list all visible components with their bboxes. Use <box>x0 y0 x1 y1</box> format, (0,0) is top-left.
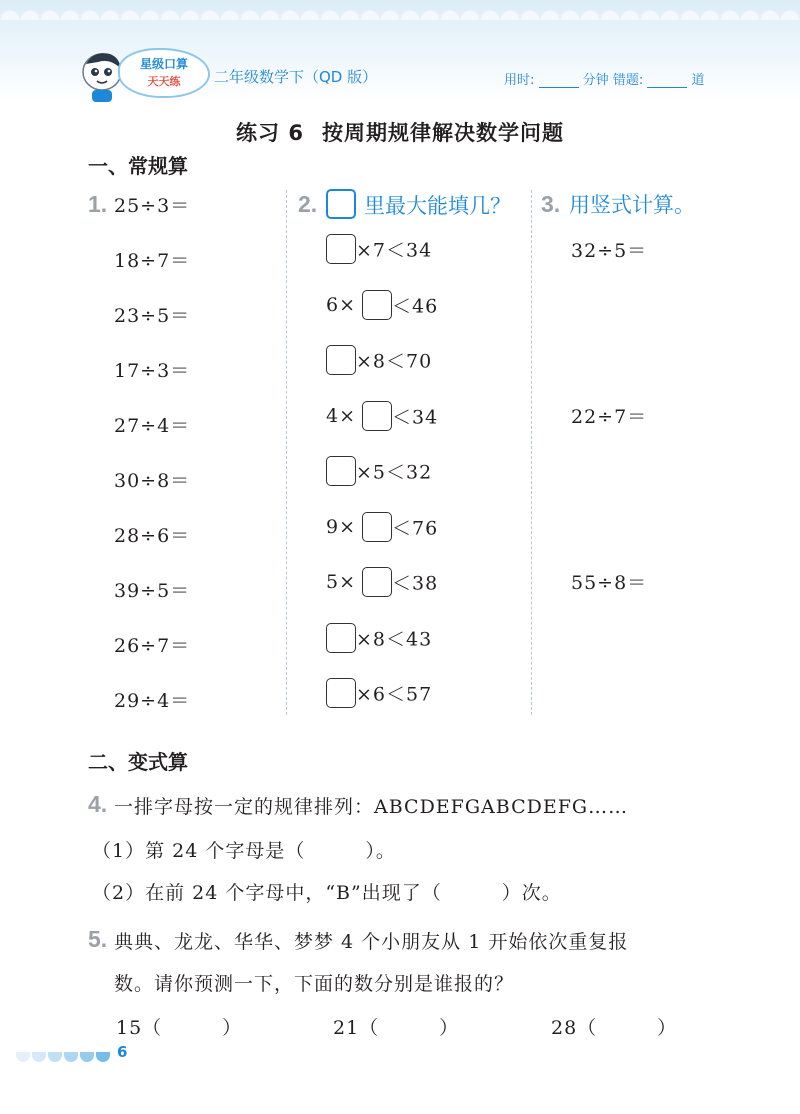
column-divider-1 <box>286 190 287 715</box>
q2-number: 2. <box>298 191 318 217</box>
footer-dots <box>16 1046 112 1062</box>
mascot-logo <box>80 48 210 104</box>
answer-box[interactable] <box>362 512 392 542</box>
q1-item: 28÷6＝ <box>114 525 191 547</box>
q2-item <box>326 512 438 542</box>
q1-item: 29÷4＝ <box>114 690 191 712</box>
q1-item: 18÷7＝ <box>114 250 191 272</box>
q1-item: 27÷4＝ <box>114 415 191 437</box>
q5-line2: 数。请你预测一下，下面的数分别是谁报的？ <box>114 973 515 995</box>
q2-item-suffix: ×7＜34 <box>356 239 433 262</box>
q2-item <box>326 678 432 708</box>
q3-item: 22÷7＝ <box>571 406 648 428</box>
minutes-label: 分钟 <box>582 73 609 88</box>
q2-item-suffix: ＜38 <box>392 572 439 595</box>
q4-number: 4. <box>88 791 108 817</box>
q5-answer-2: 21（ ） <box>333 1017 460 1039</box>
section2-heading: 二、变式算 <box>88 750 188 774</box>
errors-label: 错题: <box>612 73 644 88</box>
q2-title-box <box>326 189 356 219</box>
q2-item-suffix: ×8＜70 <box>356 350 433 373</box>
answer-box[interactable] <box>362 401 392 431</box>
q1-item: 17÷3＝ <box>114 360 191 382</box>
q2-item <box>326 401 438 431</box>
q1-item: 26÷7＝ <box>114 635 191 657</box>
q2-item-prefix: 6× <box>326 293 357 316</box>
q2-item <box>326 456 432 486</box>
q5-answer-1: 15（ ） <box>116 1017 243 1039</box>
footer-dot <box>16 1052 30 1062</box>
column-divider-2 <box>531 190 532 715</box>
q2-item-prefix: 4× <box>326 404 357 427</box>
q2-item <box>326 234 432 264</box>
logo-bubble <box>118 48 210 98</box>
q2-item-suffix: ＜76 <box>392 517 439 539</box>
logo-line2: 天天练 <box>147 75 181 88</box>
answer-box[interactable] <box>326 234 356 264</box>
q1-number: 1. <box>88 191 108 217</box>
footer-dot <box>64 1052 78 1062</box>
lesson-number: 练习 6 <box>236 121 304 145</box>
q2-item-suffix: ×8＜43 <box>356 628 433 650</box>
series-title: 二年级数学下（QD 版） <box>214 68 378 86</box>
answer-box[interactable] <box>362 567 392 597</box>
count-unit: 道 <box>691 73 705 88</box>
q2-item-prefix: 9× <box>326 515 357 538</box>
answer-box[interactable] <box>326 456 356 486</box>
footer-dot <box>96 1052 110 1062</box>
q2-item <box>326 345 432 375</box>
page-title <box>0 117 800 147</box>
lesson-topic: 按周期规律解决数学问题 <box>321 121 564 145</box>
q3-number: 3. <box>541 191 561 217</box>
q3-title: 用竖式计算。 <box>569 193 695 217</box>
timer-row <box>504 69 705 88</box>
q2-item-suffix: ×6＜57 <box>356 683 433 706</box>
q3-item: 32÷5＝ <box>571 240 648 262</box>
q2-title: 里最大能填几？ <box>364 194 511 218</box>
q1-item: 25÷3＝ <box>114 195 191 217</box>
footer-dot <box>32 1052 46 1062</box>
q1-item: 30÷8＝ <box>114 470 191 492</box>
q5-number: 5. <box>88 926 108 952</box>
footer-dot <box>80 1052 94 1062</box>
answer-box[interactable] <box>362 290 392 320</box>
q1-item: 23÷5＝ <box>114 305 191 327</box>
page-number: 6 <box>117 1043 128 1061</box>
answer-box[interactable] <box>326 623 356 653</box>
q4-sub1: （1）第 24 个字母是（ ）。 <box>92 840 396 862</box>
q2-item <box>326 623 432 653</box>
q1-item: 39÷5＝ <box>114 580 191 602</box>
q5-line1: 典典、龙龙、华华、梦梦 4 个小朋友从 1 开始依次重复报 <box>114 931 629 953</box>
q2-item <box>326 567 438 597</box>
errors-blank <box>647 75 687 88</box>
answer-box[interactable] <box>326 345 356 375</box>
q2-item-suffix: ＜34 <box>392 406 439 428</box>
q2-item <box>326 290 438 320</box>
answer-box[interactable] <box>326 678 356 708</box>
footer-dot <box>48 1052 62 1062</box>
header-scallop <box>0 0 800 20</box>
q4-sub2: （2）在前 24 个字母中，“B”出现了（ ）次。 <box>92 882 562 904</box>
logo-line1: 星级口算 <box>139 57 188 71</box>
q5-answer-3: 28（ ） <box>551 1017 678 1039</box>
q4-text: 一排字母按一定的规律排列：ABCDEFGABCDEFG…… <box>114 796 629 818</box>
q2-item-prefix: 5× <box>326 571 357 593</box>
time-label: 用时: <box>504 73 535 88</box>
section1-heading: 一、常规算 <box>88 154 188 178</box>
q3-item: 55÷8＝ <box>571 572 648 594</box>
q2-item-suffix: ＜46 <box>392 295 439 317</box>
time-blank <box>539 75 579 88</box>
q2-item-suffix: ×5＜32 <box>356 461 433 484</box>
